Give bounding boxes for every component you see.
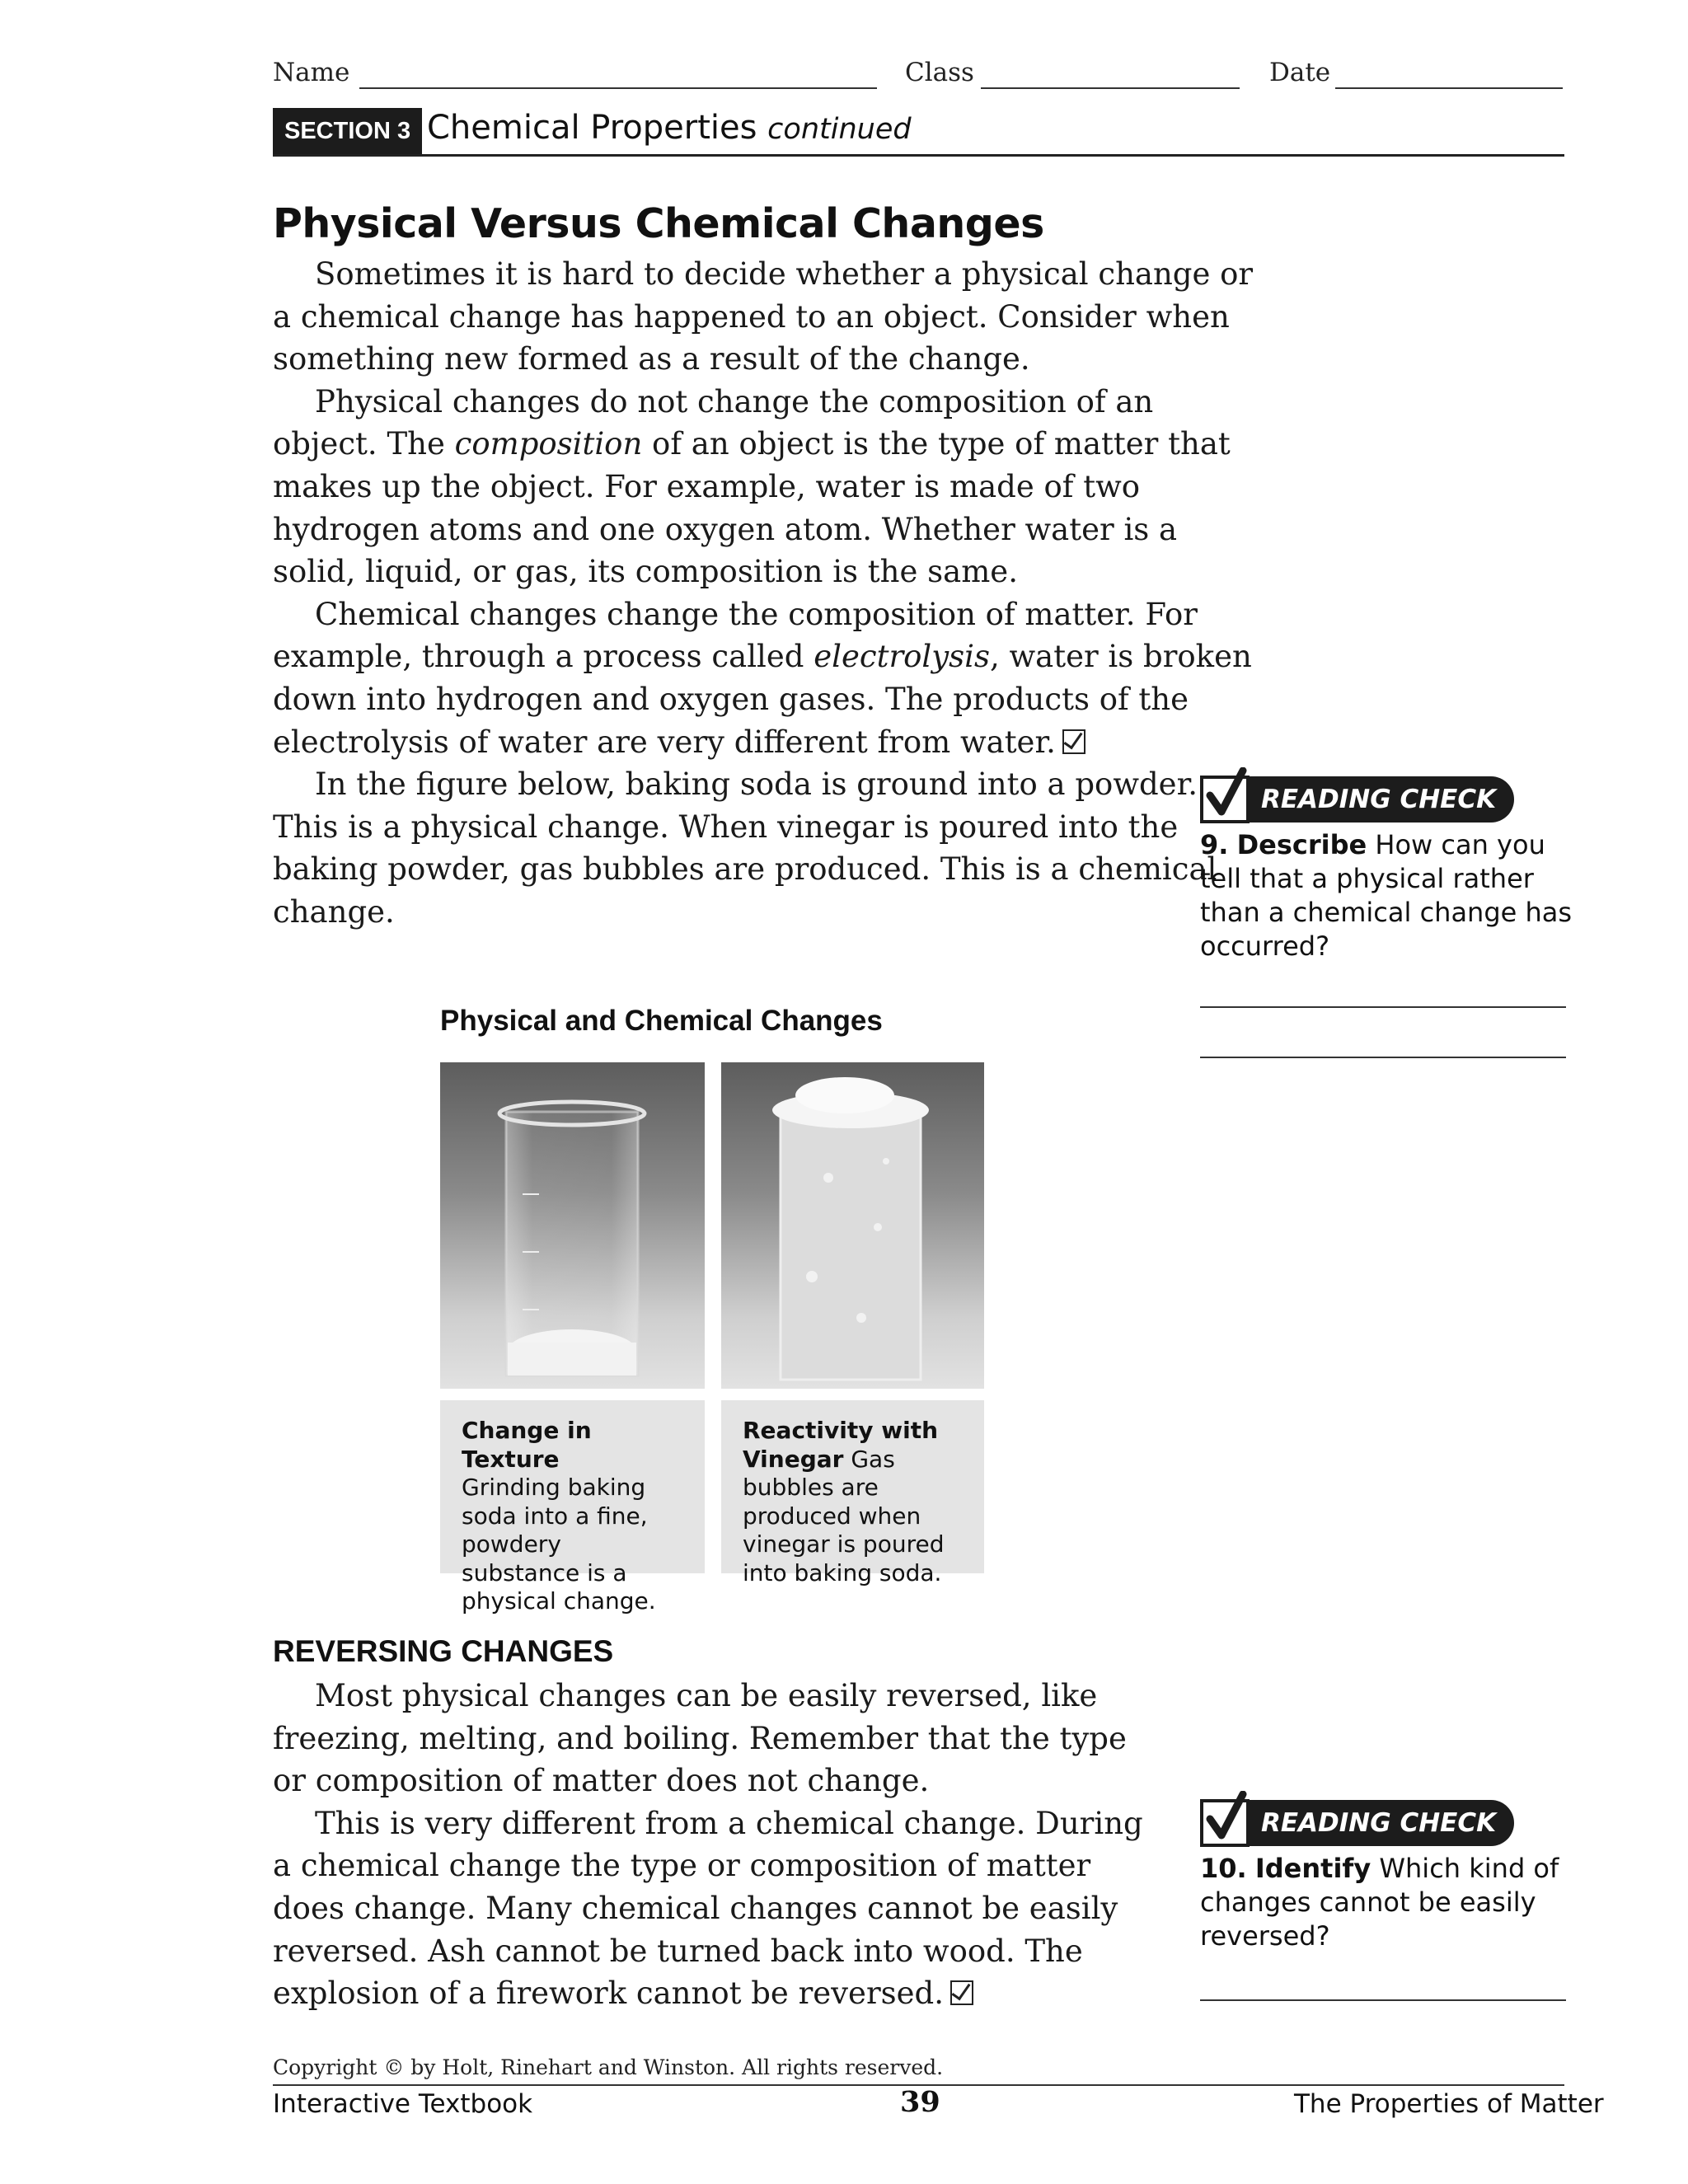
footer-left: Interactive Textbook <box>273 2089 533 2119</box>
caption-vinegar <box>721 1400 984 1586</box>
check-mark-icon <box>1205 1791 1248 1840</box>
q9-number: 9. <box>1200 829 1229 860</box>
p2-b: of an object is the type of matter that makes up the object. For example, water is made of two hydrogen atoms and one oxygen atom. Whether water is a solid, liquid, or gas, its composition is the same. <box>273 426 1231 590</box>
p3-a: Chemical changes change the composition of matter. For example, through a process called <box>273 596 1198 675</box>
p3-emphasis: electrolysis <box>814 639 990 675</box>
beaker-powder-illustration <box>440 1062 705 1389</box>
date-field-line[interactable] <box>1335 87 1563 89</box>
section-badge: SECTION 3 <box>273 108 422 154</box>
name-label: Name <box>273 58 350 87</box>
reading-check-badge-9: READING CHECK <box>1200 776 1514 823</box>
reversing-heading: REVERSING CHANGES <box>273 1634 614 1668</box>
checkbox-icon <box>1200 776 1250 823</box>
checkbox-icon <box>1200 1799 1250 1847</box>
answer-line-9a[interactable] <box>1200 1006 1566 1008</box>
paragraph-5: Most physical changes can be easily reversed, like freezing, melting, and boiling. Remember that the type or composition of matter does not change. <box>273 1678 1127 1799</box>
p2-emphasis: composition <box>454 426 643 462</box>
reading-check-badge-10: READING CHECK <box>1200 1800 1514 1846</box>
question-9 <box>1200 828 1579 963</box>
beaker-photo-vinegar <box>721 1062 984 1389</box>
page-heading: Physical Versus Chemical Changes <box>273 200 1044 247</box>
header-rule <box>273 154 1564 157</box>
intro-text <box>273 253 1262 934</box>
q10-verb: Identify <box>1254 1853 1372 1884</box>
paragraph-4: In the figure below, baking soda is ground into a powder. This is a physical change. When vinegar is poured into the baking powder, gas bubbles are produced. This is a chemical change. <box>273 766 1217 930</box>
class-field-line[interactable] <box>981 87 1240 89</box>
beaker-vinegar-illustration <box>721 1062 984 1389</box>
question-10 <box>1200 1852 1579 1953</box>
answer-line-10[interactable] <box>1200 1999 1566 2001</box>
checkmark-icon <box>950 1980 973 2005</box>
p3-b: , water is broken down into hydrogen and oxygen gases. The products of the electrolysis of water are very different from water. <box>273 639 1252 760</box>
page-number: 39 <box>900 2085 940 2119</box>
check-mark-icon <box>1205 767 1248 817</box>
copyright: Copyright © by Holt, Rinehart and Winston. All rights reserved. <box>273 2055 944 2079</box>
answer-line-9b[interactable] <box>1200 1057 1566 1058</box>
section-continued: continued <box>767 113 912 146</box>
caption-vinegar-title: Reactivity with Vinegar <box>743 1417 939 1473</box>
p6-text: This is very different from a chemical change. During a chemical change the type or composition of matter does change. Many chemical changes cannot be easily reversed. Ash cannot be turned back into wood. The explosion of a firework cannot be reversed. <box>273 1805 1143 2012</box>
figure-title: Physical and Chemical Changes <box>440 1005 883 1037</box>
paragraph-1: Sometimes it is hard to decide whether a physical change or a chemical change has happened to an object. Consider when something new formed as a result of the change. <box>273 256 1254 377</box>
paragraph-3 <box>273 593 1262 763</box>
class-label: Class <box>905 58 974 87</box>
paragraph-2 <box>273 381 1262 593</box>
q10-text: Which kind of changes cannot be easily reversed? <box>1200 1853 1559 1952</box>
section-title-text: Chemical Properties <box>427 109 757 147</box>
name-field-line[interactable] <box>359 87 877 89</box>
footer-right: The Properties of Matter <box>1294 2089 1604 2119</box>
checkmark-icon <box>1062 729 1085 754</box>
caption-texture-title: Change in Texture <box>462 1417 592 1473</box>
q9-verb: Describe <box>1236 829 1367 860</box>
q10-number: 10. <box>1200 1853 1247 1884</box>
section-title <box>427 109 912 147</box>
p2-a: Physical changes do not change the composition of an object. The <box>273 383 1154 462</box>
caption-texture <box>440 1400 705 1615</box>
caption-texture-text: Grinding baking soda into a fine, powdery substance is a physical change. <box>462 1474 656 1615</box>
reversing-text <box>273 1675 1163 2015</box>
beaker-photo-powder <box>440 1062 705 1389</box>
date-label: Date <box>1269 58 1331 87</box>
caption-vinegar-text: Gas bubbles are produced when vinegar is poured into baking soda. <box>743 1445 945 1586</box>
paragraph-6 <box>273 1802 1163 2015</box>
q9-text: How can you tell that a physical rather than a chemical change has occurred? <box>1200 829 1573 962</box>
